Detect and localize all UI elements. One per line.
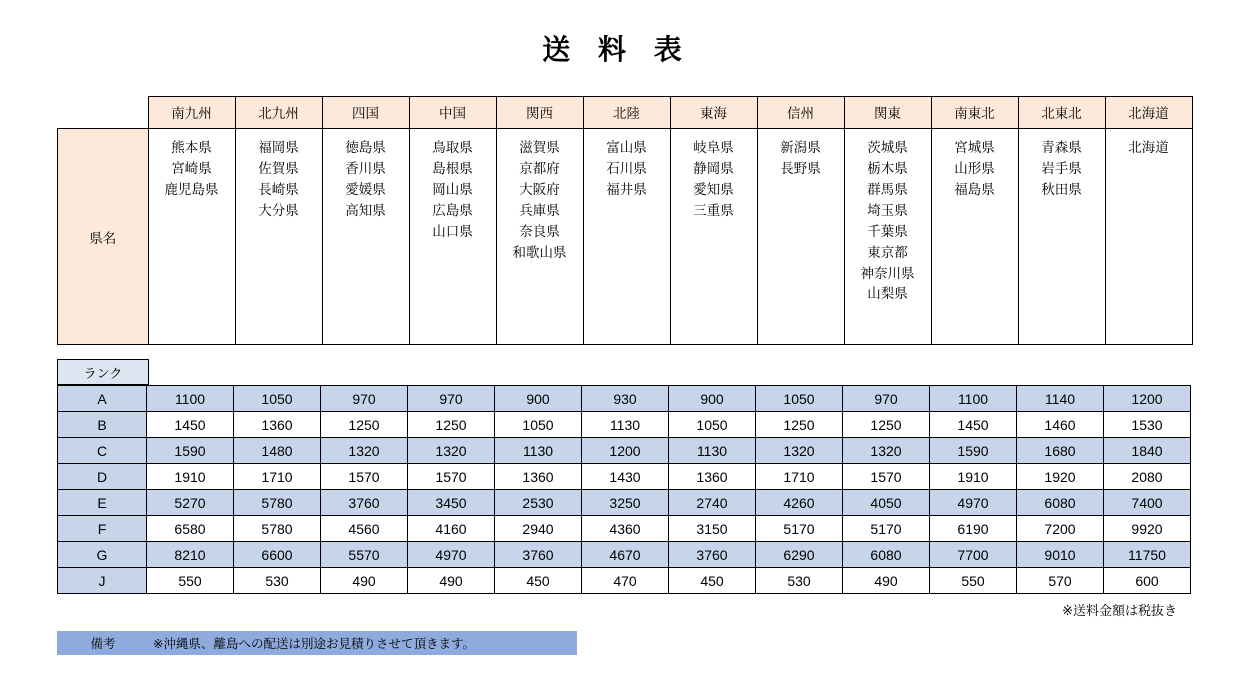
remarks-label: 備考 (90, 637, 116, 651)
price-cell: 6600 (234, 542, 321, 568)
price-cell: 5170 (843, 516, 930, 542)
price-cell: 1250 (321, 412, 408, 438)
price-cell: 1360 (495, 464, 582, 490)
prefecture-name: 徳島県 (345, 140, 386, 155)
prefecture-name: 福岡県 (258, 140, 299, 155)
price-cell: 6190 (930, 516, 1017, 542)
table-row (58, 386, 1191, 412)
price-cell: 550 (930, 568, 1017, 594)
price-cell: 900 (669, 386, 756, 412)
region-header-6: 北陸 (583, 97, 670, 129)
prefecture-name: 神奈川県 (860, 265, 915, 281)
region-header-10: 南東北 (931, 97, 1018, 129)
table-row (58, 490, 1191, 516)
rank-cell: F (58, 516, 147, 542)
price-cell: 4260 (756, 490, 843, 516)
prefecture-cell-2 (235, 129, 322, 345)
price-cell: 5780 (234, 490, 321, 516)
prefecture-name: 宮城県 (954, 140, 995, 155)
price-cell: 1200 (1104, 386, 1191, 412)
prefecture-name: 鳥取県 (432, 140, 473, 155)
price-cell: 1450 (147, 412, 234, 438)
price-cell: 1320 (408, 438, 495, 464)
price-cell: 1680 (1017, 438, 1104, 464)
region-header-7: 東海 (670, 97, 757, 129)
prefecture-name: 大分県 (258, 202, 299, 218)
prefecture-name: 群馬県 (867, 181, 908, 197)
prefecture-cell-9 (844, 129, 931, 345)
region-header-corner (58, 97, 149, 129)
price-cell: 1100 (930, 386, 1017, 412)
price-cell: 530 (756, 568, 843, 594)
price-cell: 2080 (1104, 464, 1191, 490)
prefecture-name: 静岡県 (693, 160, 734, 176)
price-cell: 530 (234, 568, 321, 594)
prefecture-name: 熊本県 (171, 140, 212, 155)
price-cell: 1590 (930, 438, 1017, 464)
prefecture-row (58, 129, 1193, 345)
rank-section (57, 359, 1177, 594)
tax-note: ※送料金額は税抜き (1062, 603, 1177, 618)
price-cell: 6080 (843, 542, 930, 568)
prefecture-name: 茨城県 (867, 140, 908, 155)
rank-cell: A (58, 386, 147, 412)
prefecture-name: 栃木県 (867, 160, 908, 176)
rank-cell: G (58, 542, 147, 568)
region-header-1: 南九州 (148, 97, 235, 129)
price-cell: 4160 (408, 516, 495, 542)
prefecture-cell-4 (409, 129, 496, 345)
price-cell: 1320 (321, 438, 408, 464)
price-cell: 1910 (147, 464, 234, 490)
prefecture-name: 山口県 (432, 223, 473, 239)
price-cell: 1250 (408, 412, 495, 438)
price-cell: 1130 (495, 438, 582, 464)
price-cell: 3760 (321, 490, 408, 516)
price-cell: 1250 (843, 412, 930, 438)
price-cell: 600 (1104, 568, 1191, 594)
price-cell: 8210 (147, 542, 234, 568)
remarks-text: ※沖縄県、離島への配送は別途お見積りさせて頂きます。 (153, 637, 475, 651)
price-cell: 2940 (495, 516, 582, 542)
price-cell: 550 (147, 568, 234, 594)
region-header-12: 北海道 (1105, 97, 1192, 129)
price-cell: 1250 (756, 412, 843, 438)
region-header-2: 北九州 (235, 97, 322, 129)
prefecture-name: 宮崎県 (171, 160, 212, 176)
prefecture-name: 新潟県 (780, 140, 821, 155)
prefecture-name: 岩手県 (1041, 160, 1082, 176)
rank-price-body (58, 386, 1191, 594)
prefecture-cell-10 (931, 129, 1018, 345)
prefecture-name: 長崎県 (258, 181, 299, 197)
price-cell: 1920 (1017, 464, 1104, 490)
prefecture-name: 埼玉県 (867, 202, 908, 218)
prefecture-name: 和歌山県 (512, 244, 567, 260)
price-cell: 6580 (147, 516, 234, 542)
price-cell: 1050 (234, 386, 321, 412)
price-cell: 2740 (669, 490, 756, 516)
price-cell: 6290 (756, 542, 843, 568)
table-row (58, 412, 1191, 438)
price-cell: 5170 (756, 516, 843, 542)
prefecture-cell-8 (757, 129, 844, 345)
prefecture-name: 三重県 (693, 202, 734, 218)
price-cell: 11750 (1104, 542, 1191, 568)
price-cell: 4560 (321, 516, 408, 542)
region-prefecture-table (57, 96, 1193, 345)
price-cell: 3760 (495, 542, 582, 568)
price-cell: 2530 (495, 490, 582, 516)
prefecture-name: 富山県 (606, 140, 647, 155)
price-cell: 1430 (582, 464, 669, 490)
price-cell: 3760 (669, 542, 756, 568)
rank-cell: B (58, 412, 147, 438)
table-row (58, 568, 1191, 594)
price-cell: 970 (408, 386, 495, 412)
price-cell: 3150 (669, 516, 756, 542)
price-cell: 1360 (669, 464, 756, 490)
price-cell: 1570 (408, 464, 495, 490)
prefecture-cell-7 (670, 129, 757, 345)
table-row (58, 516, 1191, 542)
table-row (58, 542, 1191, 568)
price-cell: 1570 (843, 464, 930, 490)
region-table-body (58, 129, 1193, 345)
prefecture-name: 愛媛県 (345, 181, 386, 197)
prefecture-name: 京都府 (519, 160, 560, 176)
price-cell: 1320 (843, 438, 930, 464)
prefecture-name: 山梨県 (867, 286, 908, 302)
prefecture-name: 高知県 (345, 202, 386, 218)
prefecture-row-label: 県名 (58, 129, 149, 345)
prefecture-name: 奈良県 (519, 223, 560, 239)
price-cell: 970 (843, 386, 930, 412)
price-cell: 9010 (1017, 542, 1104, 568)
prefecture-cell-11 (1018, 129, 1105, 345)
region-header-3: 四国 (322, 97, 409, 129)
price-cell: 570 (1017, 568, 1104, 594)
prefecture-name: 山形県 (954, 160, 995, 176)
rank-cell: E (58, 490, 147, 516)
prefecture-name: 福島県 (954, 181, 995, 197)
prefecture-name: 東京都 (867, 244, 908, 260)
prefecture-name: 秋田県 (1041, 181, 1082, 197)
price-cell: 1460 (1017, 412, 1104, 438)
prefecture-cell-5 (496, 129, 583, 345)
price-cell: 1710 (756, 464, 843, 490)
price-cell: 7700 (930, 542, 1017, 568)
prefecture-name: 北海道 (1128, 140, 1169, 155)
prefecture-name: 岐阜県 (693, 140, 734, 155)
region-header-8: 信州 (757, 97, 844, 129)
price-cell: 490 (843, 568, 930, 594)
price-cell: 1480 (234, 438, 321, 464)
price-cell: 1840 (1104, 438, 1191, 464)
price-cell: 470 (582, 568, 669, 594)
region-header-5: 関西 (496, 97, 583, 129)
price-cell: 900 (495, 386, 582, 412)
price-cell: 930 (582, 386, 669, 412)
prefecture-name: 大阪府 (519, 181, 560, 197)
prefecture-cell-6 (583, 129, 670, 345)
price-cell: 4970 (408, 542, 495, 568)
prefecture-name: 香川県 (345, 160, 386, 176)
prefecture-name: 福井県 (606, 181, 647, 197)
price-cell: 1130 (669, 438, 756, 464)
region-header-row (58, 97, 1193, 129)
prefecture-cell-1 (148, 129, 235, 345)
rank-cell: C (58, 438, 147, 464)
price-cell: 9920 (1104, 516, 1191, 542)
price-cell: 1100 (147, 386, 234, 412)
prefecture-cell-3 (322, 129, 409, 345)
price-cell: 4050 (843, 490, 930, 516)
rank-label-cell: ランク (58, 360, 149, 385)
price-cell: 1200 (582, 438, 669, 464)
prefecture-name: 島根県 (432, 160, 473, 176)
price-cell: 3450 (408, 490, 495, 516)
prefecture-name: 石川県 (606, 160, 647, 176)
rank-label-table (57, 359, 149, 385)
price-cell: 5570 (321, 542, 408, 568)
price-cell: 490 (321, 568, 408, 594)
price-cell: 1710 (234, 464, 321, 490)
rank-label-row (58, 360, 149, 385)
price-cell: 7400 (1104, 490, 1191, 516)
price-cell: 1050 (495, 412, 582, 438)
price-cell: 490 (408, 568, 495, 594)
region-header-11: 北東北 (1018, 97, 1105, 129)
price-cell: 450 (495, 568, 582, 594)
rank-cell: J (58, 568, 147, 594)
prefecture-name: 滋賀県 (519, 140, 560, 155)
price-cell: 1050 (756, 386, 843, 412)
price-cell: 4360 (582, 516, 669, 542)
prefecture-name: 兵庫県 (519, 202, 560, 218)
prefecture-cell-12 (1105, 129, 1192, 345)
price-cell: 450 (669, 568, 756, 594)
price-cell: 1450 (930, 412, 1017, 438)
price-cell: 5270 (147, 490, 234, 516)
prefecture-name: 長野県 (780, 160, 821, 176)
rank-cell: D (58, 464, 147, 490)
region-header-9: 関東 (844, 97, 931, 129)
table-row (58, 438, 1191, 464)
price-cell: 4670 (582, 542, 669, 568)
price-cell: 1910 (930, 464, 1017, 490)
prefecture-name: 千葉県 (867, 223, 908, 239)
region-table-header (58, 97, 1193, 129)
price-cell: 6080 (1017, 490, 1104, 516)
prefecture-name: 佐賀県 (258, 160, 299, 176)
prefecture-name: 鹿児島県 (164, 181, 219, 197)
page-title: 送 料 表 (542, 34, 692, 65)
prefecture-name: 青森県 (1041, 140, 1082, 155)
region-header-4: 中国 (409, 97, 496, 129)
prefecture-name: 広島県 (432, 202, 473, 218)
price-cell: 7200 (1017, 516, 1104, 542)
price-cell: 1050 (669, 412, 756, 438)
price-cell: 1140 (1017, 386, 1104, 412)
price-cell: 1570 (321, 464, 408, 490)
price-cell: 1590 (147, 438, 234, 464)
price-cell: 1360 (234, 412, 321, 438)
remarks-bar (57, 631, 577, 655)
prefecture-name: 愛知県 (693, 181, 734, 197)
price-cell: 3250 (582, 490, 669, 516)
price-cell: 1320 (756, 438, 843, 464)
rank-price-table (57, 385, 1191, 594)
prefecture-name: 岡山県 (432, 181, 473, 197)
price-cell: 1130 (582, 412, 669, 438)
price-cell: 970 (321, 386, 408, 412)
price-cell: 5780 (234, 516, 321, 542)
price-cell: 4970 (930, 490, 1017, 516)
table-row (58, 464, 1191, 490)
price-cell: 1530 (1104, 412, 1191, 438)
